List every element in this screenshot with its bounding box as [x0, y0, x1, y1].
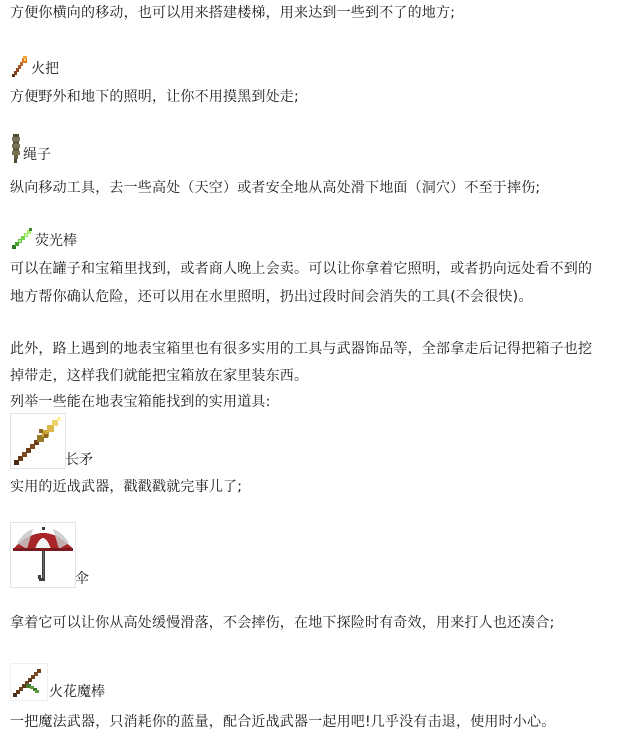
list-intro: 列举一些能在地表宝箱能找到的实用道具: [10, 394, 271, 410]
item-desc: 地方帮你确认危险，还可以用在水里照明，扔出过段时间会消失的工具(不会很快)。 [10, 289, 533, 305]
wand-of-sparking-icon [10, 663, 48, 701]
item-name: 荧光棒 [35, 233, 77, 249]
item-torch [10, 54, 59, 78]
item-wand-of-sparking [10, 663, 105, 701]
item-umbrella [10, 522, 89, 588]
umbrella-icon [10, 522, 76, 588]
item-name: 火花魔棒 [49, 684, 105, 700]
item-name: 长矛 [65, 452, 93, 468]
item-name: 火把 [31, 61, 59, 77]
item-desc: 拿着它可以让你从高处缓慢滑落，不会摔伤，在地下探险时有奇效，用来打人也还凑合; [10, 615, 555, 631]
extra-text: 掉带走，这样我们就能把宝箱放在家里装东西。 [10, 368, 309, 384]
item-rope [10, 134, 51, 164]
intro-text: 方便你横向的移动，也可以用来搭建楼梯，用来达到一些到不了的地方; [10, 5, 456, 21]
item-desc: 纵向移动工具，去一些高处（天空）或者安全地从高处滑下地面（洞穴）不至于摔伤; [10, 180, 541, 196]
spear-icon [10, 413, 66, 469]
item-name: 绳子 [23, 147, 51, 163]
item-desc: 可以在罐子和宝箱里找到，或者商人晚上会卖。可以让你拿着它照明，或者扔向远处看不到的 [10, 261, 593, 277]
extra-text: 此外，路上遇到的地表宝箱里也有很多实用的工具与武器饰品等，全部拿走后记得把箱子也挖 [10, 341, 593, 357]
item-desc: 一把魔法武器，只消耗你的蓝量，配合近战武器一起用吧!几乎没有击退，使用时小心。 [10, 714, 556, 730]
rope-icon [10, 134, 22, 164]
torch-icon [10, 54, 30, 78]
glowstick-icon [10, 226, 34, 250]
item-name: 伞 [75, 571, 89, 587]
item-desc: 实用的近战武器，戳戳戳就完事儿了; [10, 479, 243, 495]
item-glowstick [10, 226, 77, 250]
item-desc: 方便野外和地下的照明，让你不用摸黑到处走; [10, 89, 299, 105]
item-spear [10, 413, 93, 469]
